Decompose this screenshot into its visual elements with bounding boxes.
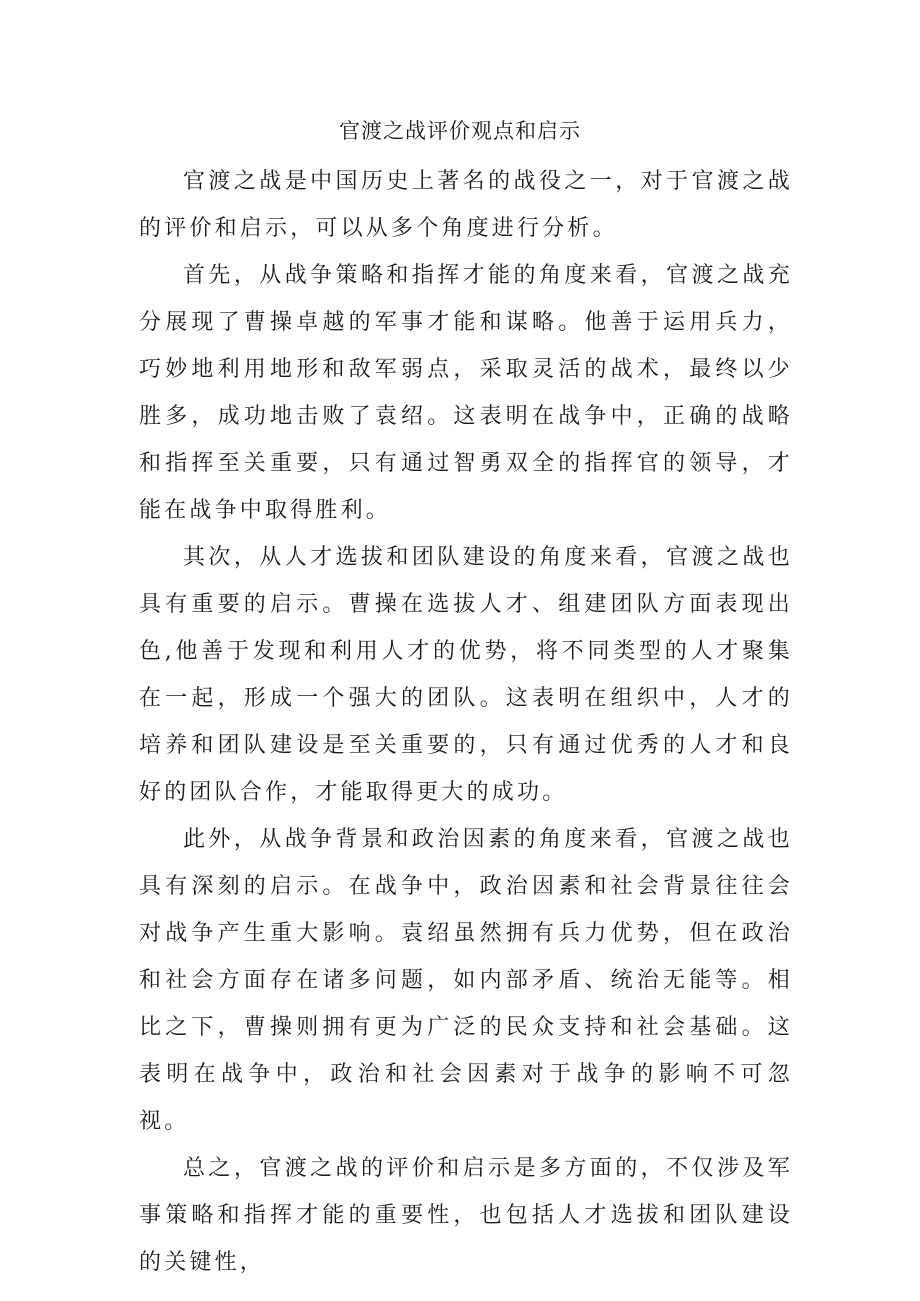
paragraph-conclusion: 总之，官渡之战的评价和启示是多方面的，不仅涉及军事策略和指挥才能的重要性，也包括人才选拔和团队建设的关键性， — [139, 1156, 793, 1275]
paragraph-politics: 此外，从战争背景和政治因素的角度来看，官渡之战也具有深刻的启示。在战争中，政治因素和社会背景往往会对战争产生重大影响。袁绍虽然拥有兵力优势，但在政治和社会方面存在诸多问题，如内部矛盾、统治无能等。相比之下，曹操则拥有更为广泛的民众支持和社会基础。这表明在战争中，政治和社会因素对于战争的影响不可忽视。 — [139, 827, 793, 1134]
document-title: 官渡之战评价观点和启示 — [339, 119, 581, 143]
paragraph-strategy: 首先，从战争策略和指挥才能的角度来看，官渡之战充分展现了曹操卓越的军事才能和谋略。他善于运用兵力，巧妙地利用地形和敌军弱点，采取灵活的战术，最终以少胜多，成功地击败了袁绍。这表明在战争中，正确的战略和指挥至关重要，只有通过智勇双全的指挥官的领导，才能在战争中取得胜利。 — [139, 263, 793, 523]
document-body — [139, 158, 793, 1286]
paragraph-intro: 官渡之战是中国历史上著名的战役之一，对于官渡之战的评价和启示，可以从多个角度进行分析。 — [139, 169, 793, 241]
paragraph-talent: 其次，从人才选拔和团队建设的角度来看，官渡之战也具有重要的启示。曹操在选拔人才、组建团队方面表现出色,他善于发现和利用人才的优势，将不同类型的人才聚集在一起，形成一个强大的团队。这表明在组织中，人才的培养和团队建设是至关重要的，只有通过优秀的人才和良好的团队合作，才能取得更大的成功。 — [139, 545, 793, 805]
